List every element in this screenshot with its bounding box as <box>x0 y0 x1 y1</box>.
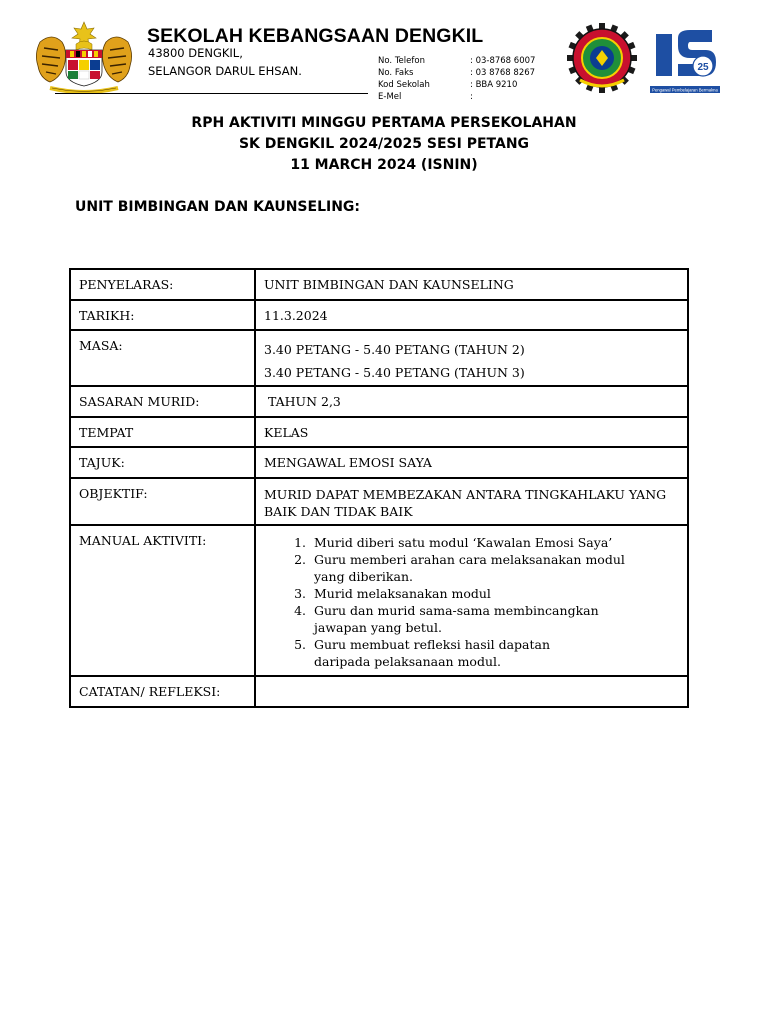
row-label: TARIKH: <box>70 300 255 330</box>
table-row <box>70 330 688 386</box>
contact-value: : <box>470 92 473 102</box>
row-label: CATATAN/ REFLEKSI: <box>70 676 255 707</box>
document-subtitle: SK DENGKIL 2024/2025 SESI PETANG <box>238 136 530 152</box>
contact-label: No. Telefon <box>378 56 425 66</box>
unit-heading: UNIT BIMBINGAN DAN KAUNSELING: <box>75 199 361 215</box>
step-line: 4. Guru dan murid sama-sama membincangkan <box>314 603 599 618</box>
contact-label: No. Faks <box>378 68 414 78</box>
lesson-plan-table <box>69 268 689 708</box>
time-slot: 3.40 PETANG - 5.40 PETANG (TAHUN 2) <box>264 342 525 357</box>
row-label: OBJEKTIF: <box>70 478 255 525</box>
table-row <box>70 676 688 707</box>
row-value <box>255 676 688 707</box>
row-value: KELAS <box>255 417 688 447</box>
anniversary-25-logo <box>650 24 720 94</box>
step-line: yang diberikan. <box>314 569 413 584</box>
row-value: UNIT BIMBINGAN DAN KAUNSELING <box>255 269 688 300</box>
table-row <box>70 386 688 417</box>
logo-25-number: 25 <box>697 62 709 73</box>
list-item <box>310 602 679 636</box>
address-line: SELANGOR DARUL EHSAN. <box>148 64 302 78</box>
logo-25-caption: Pengawal Pembelajaran Bermakna <box>652 87 718 93</box>
contact-label: Kod Sekolah <box>378 80 430 90</box>
row-label: PENYELARAS: <box>70 269 255 300</box>
step-line: jawapan yang betul. <box>314 620 442 635</box>
table-row <box>70 269 688 300</box>
contact-value: : 03 8768 8267 <box>470 68 536 78</box>
objective-line: BAIK DAN TIDAK BAIK <box>264 504 413 519</box>
table-row <box>70 447 688 478</box>
row-value: 11.3.2024 <box>255 300 688 330</box>
row-label: TAJUK: <box>70 447 255 478</box>
activity-steps-list <box>264 534 679 670</box>
row-value: TAHUN 2,3 <box>255 386 688 417</box>
time-slot: 3.40 PETANG - 5.40 PETANG (TAHUN 3) <box>264 365 525 380</box>
table-row <box>70 525 688 676</box>
address-line: 43800 DENGKIL, <box>148 46 243 60</box>
list-item <box>310 551 679 585</box>
list-item <box>310 636 679 670</box>
step-line: 1. Murid diberi satu modul ‘Kawalan Emosi Saya’ <box>314 535 613 550</box>
school-gear-logo <box>566 22 638 94</box>
row-value <box>255 525 688 676</box>
row-value <box>255 330 688 386</box>
step-line: 2. Guru memberi arahan cara melaksanakan modul <box>314 552 625 567</box>
table-row <box>70 300 688 330</box>
school-name: SEKOLAH KEBANGSAAN DENGKIL <box>147 25 484 47</box>
objective-line: MURID DAPAT MEMBEZAKAN ANTARA TINGKAHLAKU YANG <box>264 487 667 502</box>
contact-value: : 03-8768 6007 <box>470 56 536 66</box>
table-row <box>70 478 688 525</box>
malaysia-coat-of-arms-logo <box>30 20 138 96</box>
contact-value: : BBA 9210 <box>470 80 518 90</box>
row-label: MASA: <box>70 330 255 386</box>
step-line: daripada pelaksanaan modul. <box>314 654 501 669</box>
document-date: 11 MARCH 2024 (ISNIN) <box>290 157 478 173</box>
row-value: MENGAWAL EMOSI SAYA <box>255 447 688 478</box>
row-label: TEMPAT <box>70 417 255 447</box>
table-row <box>70 417 688 447</box>
contact-label: E-Mel <box>378 92 402 102</box>
step-line: 5. Guru membuat refleksi hasil dapatan <box>314 637 551 652</box>
header-divider <box>55 93 368 94</box>
row-label: MANUAL AKTIVITI: <box>70 525 255 676</box>
document-title: RPH AKTIVITI MINGGU PERTAMA PERSEKOLAHAN <box>191 115 577 131</box>
list-item <box>310 585 679 602</box>
list-item <box>310 534 679 551</box>
step-line: 3. Murid melaksanakan modul <box>314 586 491 601</box>
row-value <box>255 478 688 525</box>
row-label: SASARAN MURID: <box>70 386 255 417</box>
